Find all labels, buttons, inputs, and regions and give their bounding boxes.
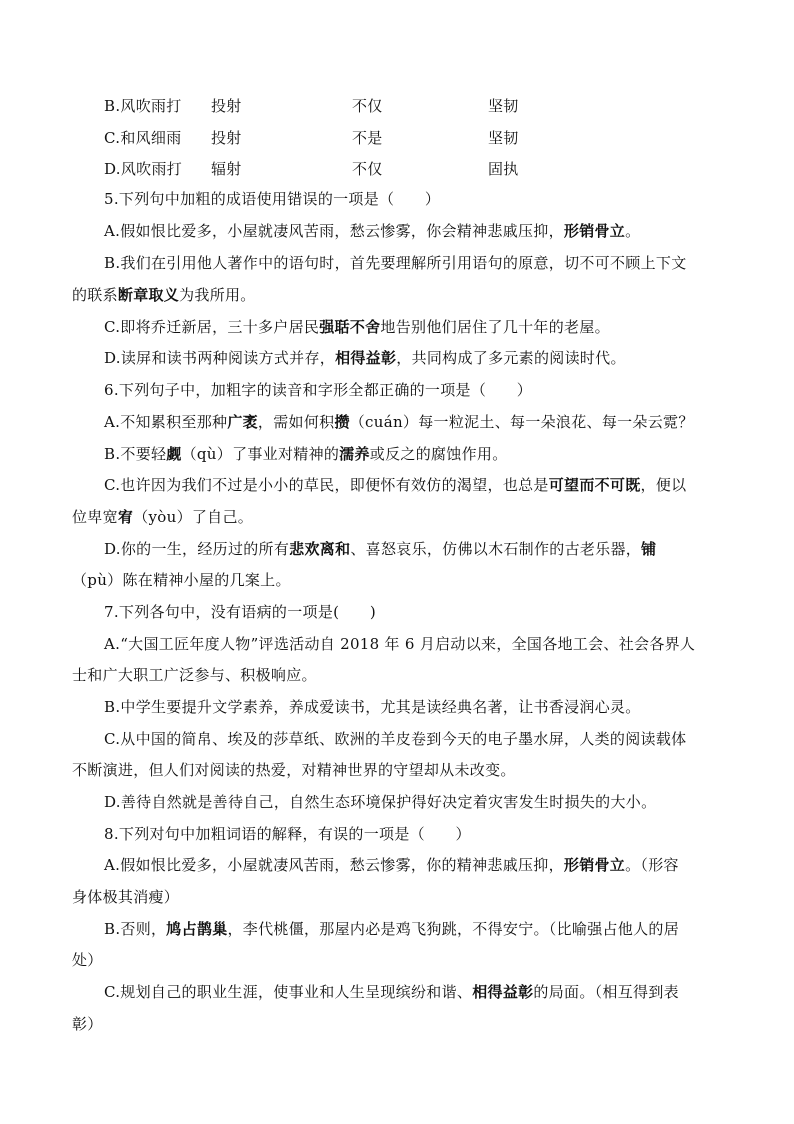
q6-option-c-line1: C.也许因为我们不过是小小的草民，即便怀有效仿的渴望，也总是可望而不可既，便以 <box>104 476 687 494</box>
q5-option-a: A.假如恨比爱多，小屋就凄风苦雨，愁云惨雾，你会精神悲戚压抑，形销骨立。 <box>104 222 641 240</box>
option-word-2: 投射 <box>211 97 242 115</box>
q6-stem: 6.下列句子中，加粗字的读音和字形全都正确的一项是（ ） <box>104 381 533 399</box>
option-word-4: 坚韧 <box>488 129 519 147</box>
bold-idiom: 形销骨立 <box>563 222 626 240</box>
bold-idiom: 形销骨立 <box>563 856 626 874</box>
bold-idiom: 强聒不舍 <box>319 318 381 336</box>
option-word-3: 不仅 <box>352 160 383 178</box>
q8-option-a-line2: 身体极其消瘦） <box>72 888 180 906</box>
bold-idiom: 相得益彰 <box>472 983 534 1001</box>
option-word-4: 固执 <box>488 160 519 178</box>
q5-option-b-line1: B.我们在引用他人著作中的语句时，首先要理解所引用语句的原意，切不可不顾上下文 <box>104 254 687 272</box>
q7-option-a-line2: 士和广大职工广泛参与、积极响应。 <box>72 666 317 684</box>
q6-option-b: B.不要轻觑（qù）了事业对精神的濡养或反之的腐蚀作用。 <box>104 445 508 463</box>
bold-word: 觑 <box>166 445 182 463</box>
option-word-1: 风吹雨打 <box>120 97 182 115</box>
q7-option-c-line1: C.从中国的简帛、埃及的莎草纸、欧洲的羊皮卷到今天的电子墨水屏，人类的阅读载体 <box>104 730 687 748</box>
bold-word: 悲欢离和 <box>289 540 351 558</box>
option-word-4: 坚韧 <box>488 97 519 115</box>
q7-option-d: D.善待自然就是善待自己，自然生态环境保护得好决定着灾害发生时损失的大小。 <box>104 793 657 811</box>
bold-idiom: 鸠占鹊巢 <box>166 920 228 938</box>
q8-stem: 8.下列对句中加粗词语的解释，有误的一项是（ ） <box>104 825 471 843</box>
q8-option-c-line2: 彰） <box>72 1015 103 1033</box>
q8-option-b-line1: B.否则，鸠占鹊巢，李代桃僵，那屋内必是鸡飞狗跳，不得安宁。（比喻强占他人的居 <box>104 920 680 938</box>
q6-option-d-line1: D.你的一生，经历过的所有悲欢离和、喜怒哀乐，仿佛以木石制作的古老乐器，铺 <box>104 540 657 558</box>
q7-option-c-line2: 不断演进，但人们对阅读的热爱，对精神世界的守望却从未改变。 <box>72 761 516 779</box>
option-word-3: 不仅 <box>352 97 383 115</box>
q5-stem: 5.下列句中加粗的成语使用错误的一项是（ ） <box>104 190 441 208</box>
q5-option-c: C.即将乔迁新居，三十多户居民强聒不舍地告别他们居住了几十年的老屋。 <box>104 318 610 336</box>
q5-option-d: D.读屏和读书两种阅读方式并存，相得益彰，共同构成了多元素的阅读时代。 <box>104 349 626 367</box>
option-word-1: 风吹雨打 <box>120 160 183 178</box>
option-label: C. <box>104 129 121 147</box>
bold-idiom: 断章取义 <box>117 286 180 304</box>
q8-option-c-line1: C.规划自己的职业生涯，使事业和人生呈现缤纷和谐、相得益彰的局面。（相互得到表 <box>104 983 679 1001</box>
q6-option-c-line2: 位卑宽宥（yòu）了自己。 <box>72 508 254 526</box>
q6-option-d-line2: （pù）陈在精神小屋的几案上。 <box>72 571 291 589</box>
q7-option-a-line1: A.“大国工匠年度人物”评选活动自 2018 年 6 月启动以来，全国各地工会、社会各界人 <box>104 635 696 653</box>
q7-stem: 7.下列各句中，没有语病的一项是( ) <box>104 603 377 621</box>
q8-option-b-line2: 处） <box>72 951 103 969</box>
bold-word: 攒 <box>334 413 350 431</box>
bold-word: 可望而不可既 <box>548 476 641 494</box>
option-label: D. <box>104 160 121 178</box>
option-word-2: 投射 <box>211 129 242 147</box>
bold-word: 宥 <box>117 508 134 526</box>
option-word-1: 和风细雨 <box>120 129 182 147</box>
bold-word: 濡养 <box>339 445 370 463</box>
bold-word: 铺 <box>641 540 657 558</box>
bold-word: 广袤 <box>227 413 258 431</box>
q8-option-a-line1: A.假如恨比爱多，小屋就凄风苦雨，愁云惨雾，你的精神悲戚压抑，形销骨立。（形容 <box>104 856 679 874</box>
option-word-2: 辐射 <box>211 160 242 178</box>
q7-option-b: B.中学生要提升文学素养，养成爱读书，尤其是读经典名著，让书香浸润心灵。 <box>104 698 641 716</box>
option-word-3: 不是 <box>352 129 383 147</box>
bold-idiom: 相得益彰 <box>335 349 397 367</box>
option-label: B. <box>104 97 121 115</box>
q6-option-a: A.不知累积至那种广袤，需如何积攒（cuán）每一粒泥土、每一朵浪花、每一朵云霓？ <box>104 413 694 431</box>
q5-option-b-line2: 的联系断章取义为我所用。 <box>72 286 256 304</box>
